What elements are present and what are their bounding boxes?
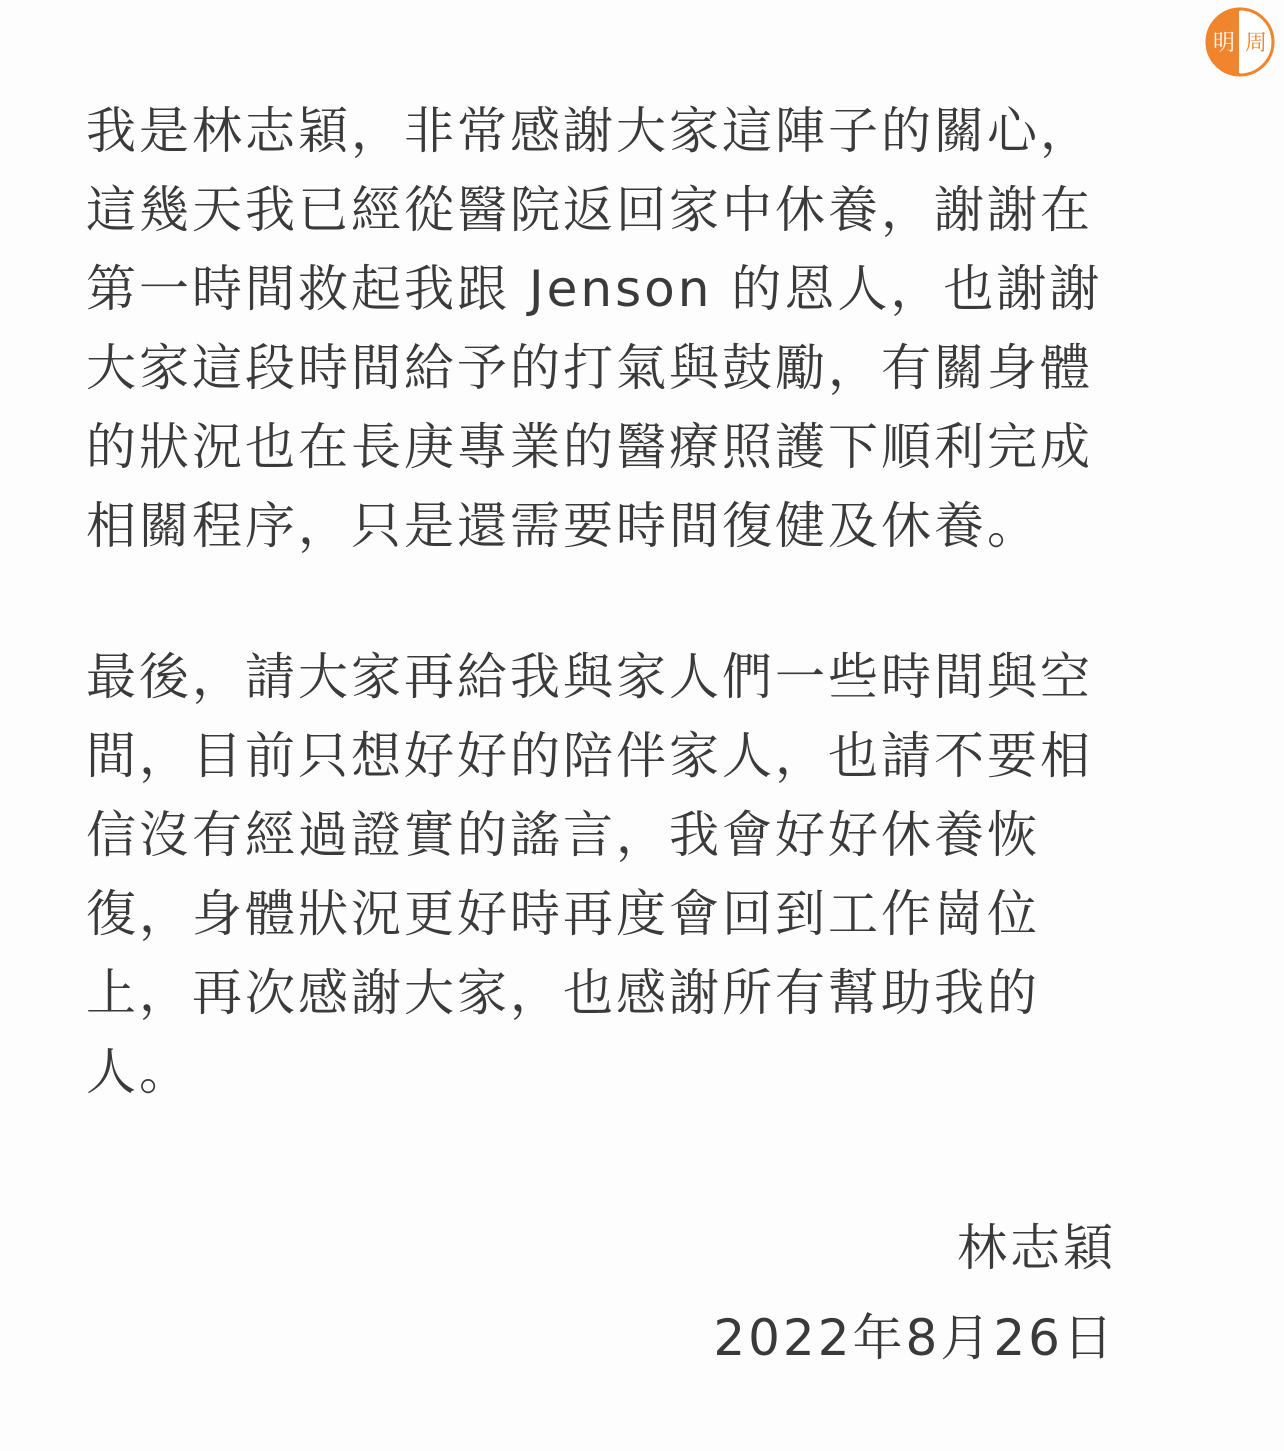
logo-char-2: 周	[1244, 31, 1268, 56]
statement-line: 上，再次感謝大家，也感謝所有幫助我的	[86, 964, 1040, 1022]
statement-line: 人。	[86, 1043, 192, 1101]
statement-line: 第一時間救起我跟 Jenson 的恩人，也謝謝	[86, 260, 1103, 318]
statement-line: 的狀況也在長庚專業的醫療照護下順利完成	[86, 418, 1093, 476]
paragraph-1	[86, 92, 1196, 566]
statement-body	[86, 92, 1196, 1112]
signature-block	[713, 1203, 1116, 1383]
mingzhou-logo-icon	[1204, 6, 1276, 78]
paragraph-2	[86, 638, 1196, 1112]
paragraph-spacer	[86, 566, 1196, 638]
signature-name: 林志穎	[957, 1219, 1116, 1277]
statement-line: 這幾天我已經從醫院返回家中休養，謝謝在	[86, 181, 1093, 239]
statement-line: 我是林志穎，非常感謝大家這陣子的關心，	[86, 102, 1093, 160]
statement-line: 復，身體狀況更好時再度會回到工作崗位	[86, 885, 1040, 943]
mingzhou-logo	[1204, 6, 1276, 78]
logo-char-1: 明	[1212, 31, 1236, 56]
statement-line: 最後，請大家再給我與家人們一些時間與空	[86, 648, 1093, 706]
statement-line: 信沒有經過證實的謠言，我會好好休養恢	[86, 806, 1040, 864]
statement-line: 間，目前只想好好的陪伴家人，也請不要相	[86, 727, 1093, 785]
signature-date: 2022年8月26日	[713, 1309, 1116, 1367]
statement-line: 相關程序，只是還需要時間復健及休養。	[86, 497, 1040, 555]
statement-line: 大家這段時間給予的打氣與鼓勵，有關身體	[86, 339, 1093, 397]
